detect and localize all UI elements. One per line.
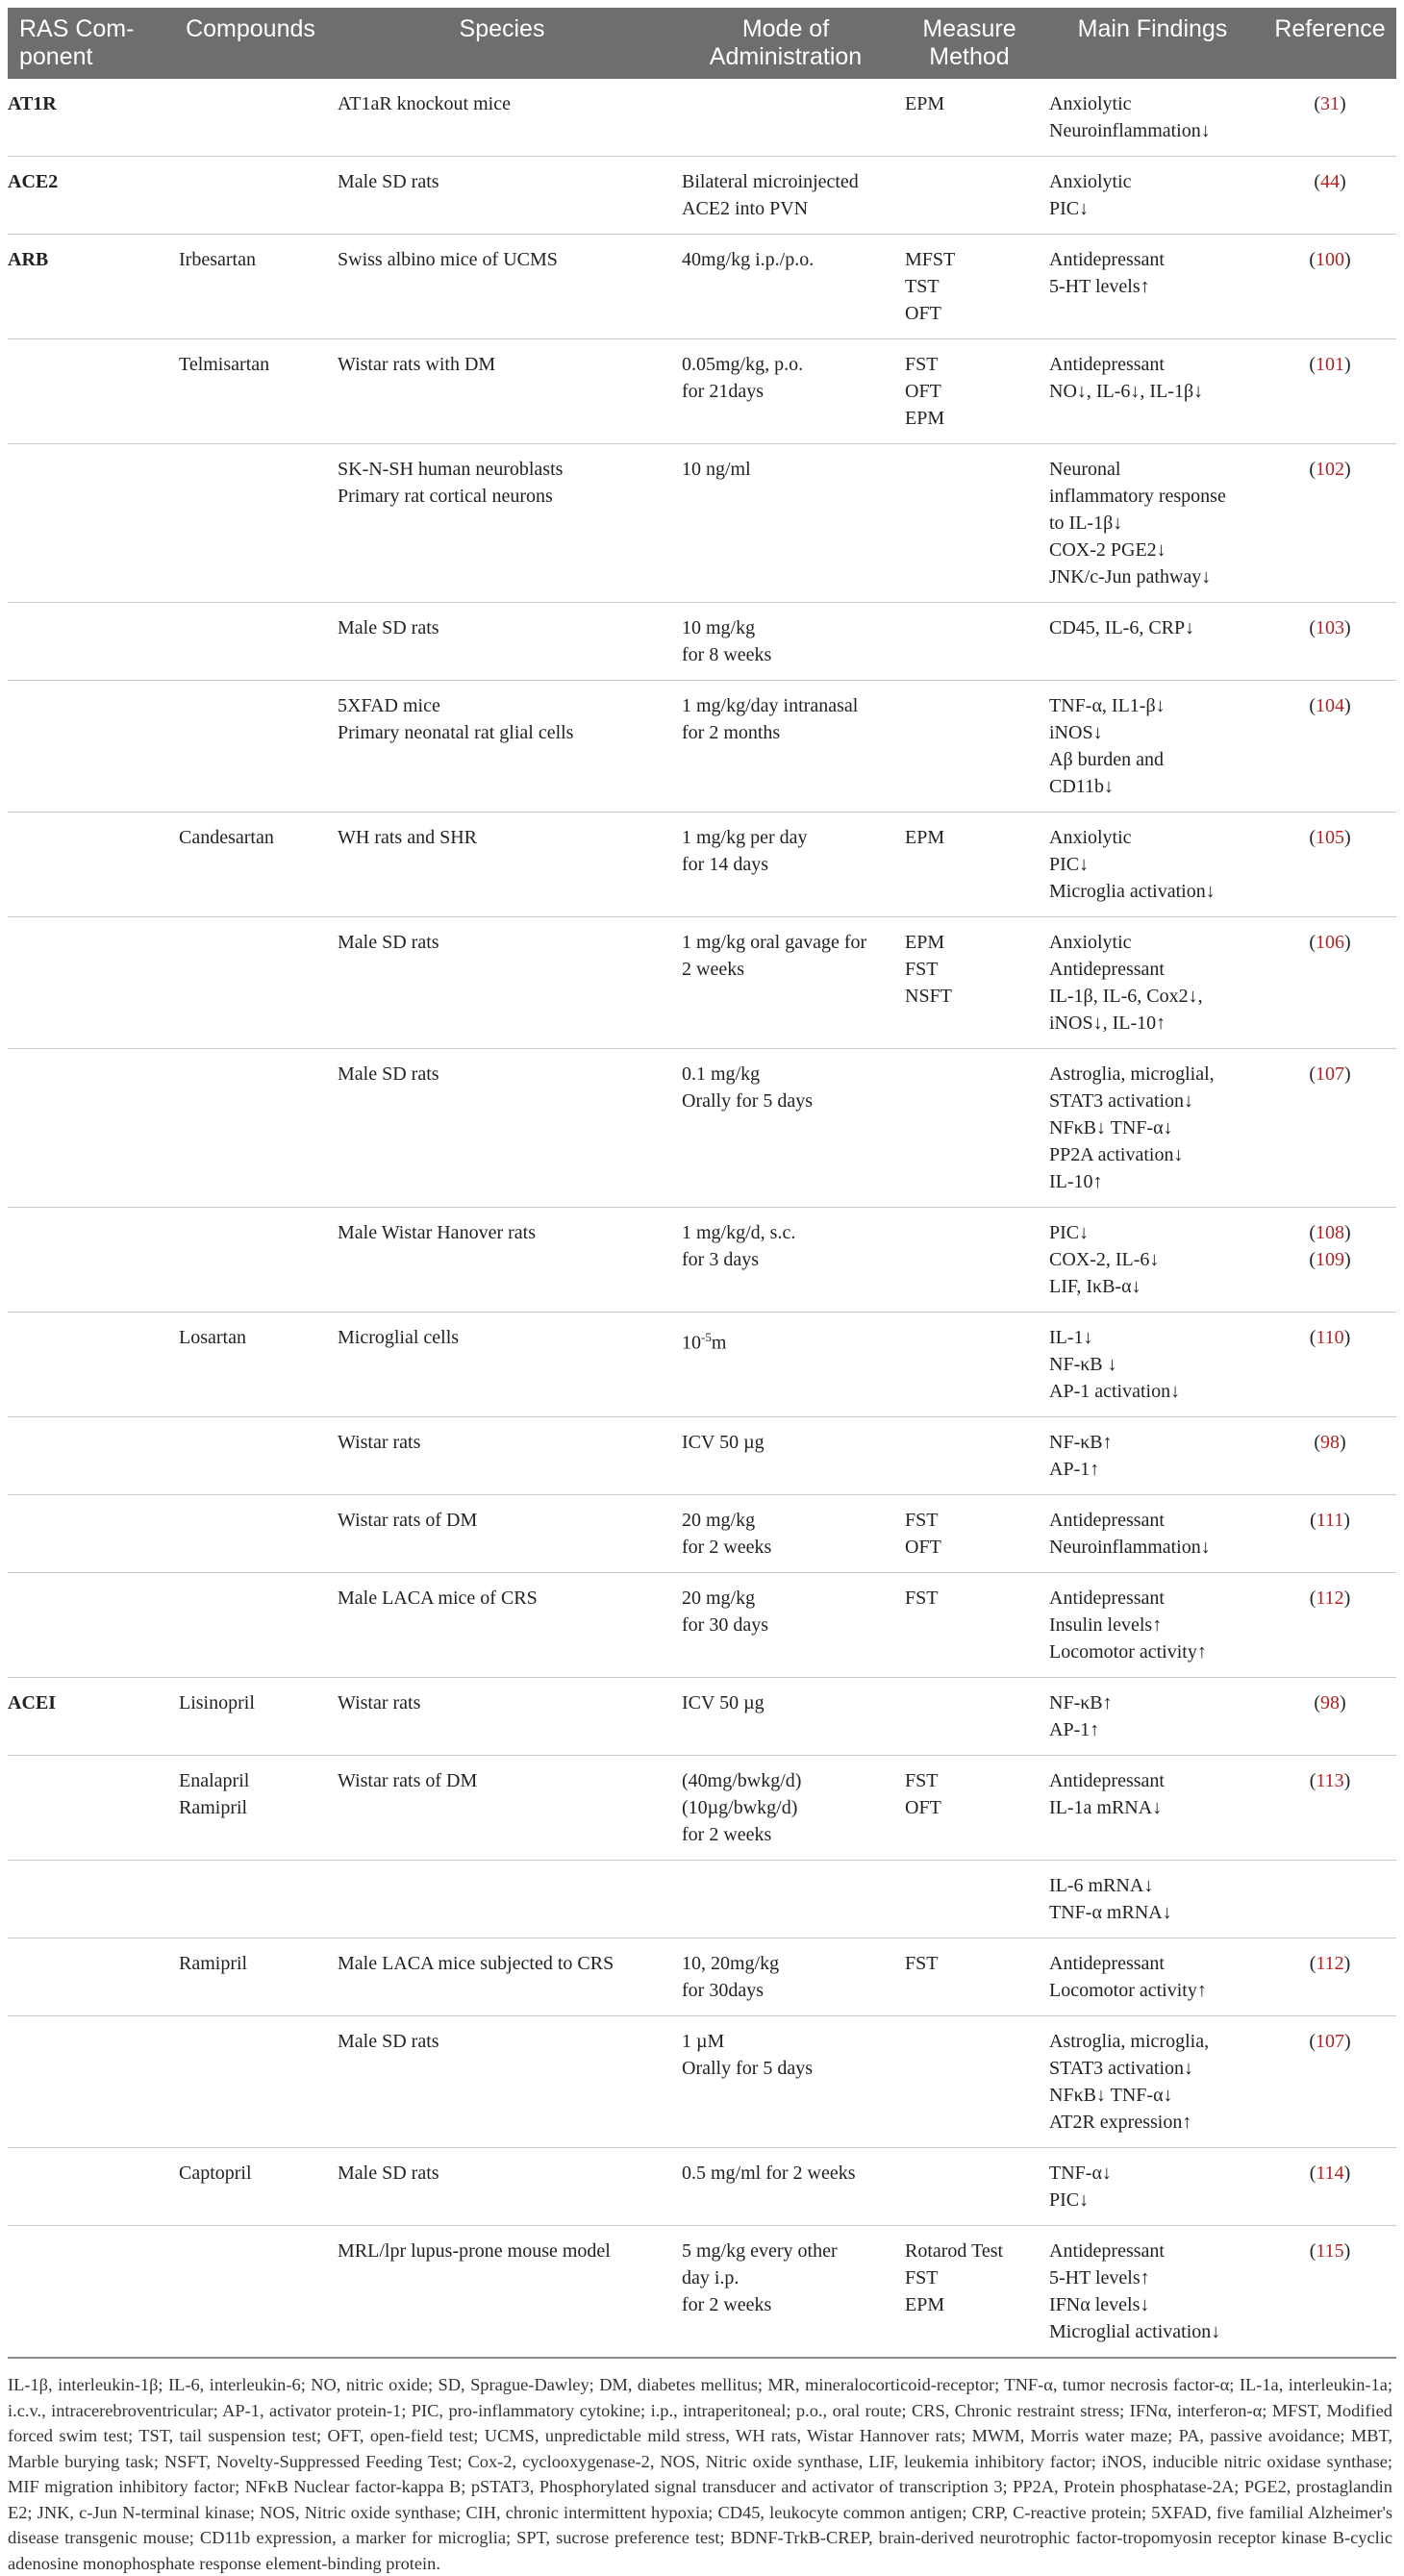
cell-species: WH rats and SHR <box>330 813 674 917</box>
table-row <box>8 1756 1396 1861</box>
cell-component <box>8 1573 171 1678</box>
reference-link[interactable]: (101) <box>1309 354 1351 375</box>
cell-mode: 20 mg/kg for 2 weeks <box>674 1495 897 1573</box>
cell-ref <box>1264 1573 1396 1678</box>
cell-compound: Captopril <box>171 2148 330 2226</box>
reference-link[interactable]: (103) <box>1309 617 1351 638</box>
cell-component: AT1R <box>8 79 171 157</box>
cell-mode: 20 mg/kg for 30 days <box>674 1573 897 1678</box>
cell-ref <box>1264 2226 1396 2359</box>
cell-component <box>8 1049 171 1208</box>
cell-species: Wistar rats <box>330 1678 674 1756</box>
cell-species: Male SD rats <box>330 1049 674 1208</box>
cell-method <box>897 2016 1041 2148</box>
cell-method: FST <box>897 1938 1041 2016</box>
table-row <box>8 235 1396 339</box>
cell-component: ACEI <box>8 1678 171 1756</box>
header-reference: Reference <box>1264 8 1396 79</box>
table-row <box>8 1861 1396 1938</box>
cell-component <box>8 1861 171 1938</box>
cell-compound <box>171 79 330 157</box>
cell-compound <box>171 444 330 603</box>
cell-findings: Antidepressant Locomotor activity↑ <box>1041 1938 1264 2016</box>
reference-link[interactable]: (100) <box>1309 249 1351 270</box>
cell-mode: 0.1 mg/kg Orally for 5 days <box>674 1049 897 1208</box>
cell-method: FST OFT <box>897 1756 1041 1861</box>
cell-component <box>8 339 171 444</box>
table-row <box>8 2226 1396 2359</box>
cell-compound: Irbesartan <box>171 235 330 339</box>
cell-compound <box>171 1573 330 1678</box>
cell-species: Wistar rats of DM <box>330 1756 674 1861</box>
cell-findings: NF-κB↑ AP-1↑ <box>1041 1417 1264 1495</box>
cell-ref <box>1264 444 1396 603</box>
cell-ref <box>1264 1495 1396 1573</box>
cell-ref <box>1264 1678 1396 1756</box>
cell-mode: 1 µM Orally for 5 days <box>674 2016 897 2148</box>
reference-link[interactable]: (113) <box>1309 1770 1351 1791</box>
header-row <box>8 8 1396 79</box>
header-mode-of-administration: Mode of Administration <box>674 8 897 79</box>
cell-component: ARB <box>8 235 171 339</box>
cell-findings: NF-κB↑ AP-1↑ <box>1041 1678 1264 1756</box>
cell-mode: 10 mg/kg for 8 weeks <box>674 603 897 681</box>
cell-mode: ICV 50 µg <box>674 1678 897 1756</box>
cell-species: Wistar rats with DM <box>330 339 674 444</box>
ras-table <box>8 8 1396 2359</box>
cell-method <box>897 444 1041 603</box>
cell-ref <box>1264 917 1396 1049</box>
cell-compound <box>171 1208 330 1313</box>
cell-component <box>8 2226 171 2359</box>
cell-ref <box>1264 2016 1396 2148</box>
table-row <box>8 1678 1396 1756</box>
header-species: Species <box>330 8 674 79</box>
cell-method <box>897 1417 1041 1495</box>
reference-link[interactable]: (105) <box>1309 827 1351 848</box>
table-row <box>8 1573 1396 1678</box>
cell-ref <box>1264 157 1396 235</box>
cell-ref <box>1264 1049 1396 1208</box>
cell-findings: Anxiolytic PIC↓ <box>1041 157 1264 235</box>
cell-mode: 1 mg/kg per day for 14 days <box>674 813 897 917</box>
table-row <box>8 2016 1396 2148</box>
reference-link[interactable]: (31) <box>1314 93 1346 114</box>
cell-mode: Bilateral microinjected ACE2 into PVN <box>674 157 897 235</box>
table-row <box>8 2148 1396 2226</box>
cell-findings: Neuronal inflammatory response to IL-1β↓ COX-2 PGE2↓ JNK/c-Jun pathway↓ <box>1041 444 1264 603</box>
cell-component <box>8 444 171 603</box>
cell-mode <box>674 1313 897 1417</box>
cell-findings: TNF-α↓ PIC↓ <box>1041 2148 1264 2226</box>
cell-species: Male SD rats <box>330 157 674 235</box>
cell-ref <box>1264 1861 1396 1938</box>
cell-mode: 1 mg/kg/d, s.c. for 3 days <box>674 1208 897 1313</box>
cell-mode: 5 mg/kg every other day i.p. for 2 weeks <box>674 2226 897 2359</box>
cell-compound <box>171 157 330 235</box>
reference-link[interactable]: (112) <box>1309 1953 1351 1974</box>
cell-compound: Candesartan <box>171 813 330 917</box>
cell-method <box>897 1049 1041 1208</box>
cell-method: MFST TST OFT <box>897 235 1041 339</box>
mode-exponent: -5 <box>701 1330 712 1344</box>
reference-link[interactable]: (109) <box>1309 1249 1351 1270</box>
cell-ref <box>1264 235 1396 339</box>
cell-species: Wistar rats of DM <box>330 1495 674 1573</box>
reference-link[interactable]: (115) <box>1309 2240 1351 2262</box>
cell-component <box>8 1417 171 1495</box>
cell-component <box>8 917 171 1049</box>
cell-method <box>897 2148 1041 2226</box>
cell-compound: Losartan <box>171 1313 330 1417</box>
cell-species: MRL/lpr lupus-prone mouse model <box>330 2226 674 2359</box>
cell-species: 5XFAD mice Primary neonatal rat glial cells <box>330 681 674 813</box>
cell-mode: ICV 50 µg <box>674 1417 897 1495</box>
header-main-findings: Main Findings <box>1041 8 1264 79</box>
cell-compound: Lisinopril <box>171 1678 330 1756</box>
cell-component: ACE2 <box>8 157 171 235</box>
cell-compound <box>171 917 330 1049</box>
table-row <box>8 917 1396 1049</box>
cell-method <box>897 1313 1041 1417</box>
cell-method: FST OFT EPM <box>897 339 1041 444</box>
cell-findings: Antidepressant IL-1a mRNA↓ <box>1041 1756 1264 1861</box>
cell-method: EPM <box>897 813 1041 917</box>
cell-species: Male SD rats <box>330 2148 674 2226</box>
cell-species: Swiss albino mice of UCMS <box>330 235 674 339</box>
cell-method: EPM FST NSFT <box>897 917 1041 1049</box>
cell-method: Rotarod Test FST EPM <box>897 2226 1041 2359</box>
cell-ref <box>1264 2148 1396 2226</box>
cell-findings: CD45, IL-6, CRP↓ <box>1041 603 1264 681</box>
cell-species: AT1aR knockout mice <box>330 79 674 157</box>
cell-species: Male SD rats <box>330 917 674 1049</box>
cell-compound: Enalapril Ramipril <box>171 1756 330 1861</box>
table-row <box>8 1208 1396 1313</box>
cell-species: Male LACA mice of CRS <box>330 1573 674 1678</box>
cell-method <box>897 603 1041 681</box>
cell-component <box>8 1313 171 1417</box>
cell-mode: 10 ng/ml <box>674 444 897 603</box>
cell-component <box>8 813 171 917</box>
table-row <box>8 79 1396 157</box>
reference-link[interactable]: (98) <box>1314 1432 1346 1453</box>
cell-component <box>8 603 171 681</box>
cell-compound <box>171 1049 330 1208</box>
cell-compound <box>171 681 330 813</box>
cell-findings: Anxiolytic Neuroinflammation↓ <box>1041 79 1264 157</box>
cell-compound <box>171 1495 330 1573</box>
reference-link[interactable]: (102) <box>1309 459 1351 480</box>
cell-species: Male Wistar Hanover rats <box>330 1208 674 1313</box>
cell-component <box>8 1495 171 1573</box>
table-row <box>8 1938 1396 2016</box>
cell-ref <box>1264 1417 1396 1495</box>
cell-findings: Antidepressant NO↓, IL-6↓, IL-1β↓ <box>1041 339 1264 444</box>
cell-species: Microglial cells <box>330 1313 674 1417</box>
cell-findings: PIC↓ COX-2, IL-6↓ LIF, IκB-α↓ <box>1041 1208 1264 1313</box>
cell-ref <box>1264 1313 1396 1417</box>
table-container <box>8 8 1396 2576</box>
table-row <box>8 1049 1396 1208</box>
cell-compound <box>171 603 330 681</box>
cell-component <box>8 2016 171 2148</box>
cell-findings: Astroglia, microglial, STAT3 activation↓ NFκB↓ TNF-α↓ PP2A activation↓ IL-10↑ <box>1041 1049 1264 1208</box>
cell-ref <box>1264 681 1396 813</box>
cell-ref <box>1264 1756 1396 1861</box>
table-row <box>8 157 1396 235</box>
cell-species: Male SD rats <box>330 603 674 681</box>
cell-species: Male SD rats <box>330 2016 674 2148</box>
cell-findings: Anxiolytic PIC↓ Microglia activation↓ <box>1041 813 1264 917</box>
cell-mode: 0.5 mg/ml for 2 weeks <box>674 2148 897 2226</box>
header-measure-method: Measure Method <box>897 8 1041 79</box>
table-row <box>8 339 1396 444</box>
cell-findings: Antidepressant Insulin levels↑ Locomotor activity↑ <box>1041 1573 1264 1678</box>
table-body <box>8 79 1396 2358</box>
cell-component <box>8 2148 171 2226</box>
cell-species: SK-N-SH human neuroblasts Primary rat cortical neurons <box>330 444 674 603</box>
reference-link[interactable]: (114) <box>1309 2163 1351 2184</box>
cell-findings: Antidepressant 5-HT levels↑ IFNα levels↓ Microglial activation↓ <box>1041 2226 1264 2359</box>
reference-link[interactable]: (107) <box>1309 1063 1351 1085</box>
cell-mode <box>674 79 897 157</box>
cell-compound <box>171 2016 330 2148</box>
cell-species: Wistar rats <box>330 1417 674 1495</box>
reference-link[interactable]: (111) <box>1310 1510 1350 1531</box>
table-row <box>8 444 1396 603</box>
cell-findings: IL-6 mRNA↓ TNF-α mRNA↓ <box>1041 1861 1264 1938</box>
cell-ref <box>1264 339 1396 444</box>
cell-component <box>8 1756 171 1861</box>
reference-link[interactable]: (44) <box>1314 171 1346 192</box>
reference-link[interactable]: (98) <box>1314 1692 1346 1713</box>
cell-method <box>897 157 1041 235</box>
cell-method: EPM <box>897 79 1041 157</box>
cell-component <box>8 1938 171 2016</box>
cell-compound: Ramipril <box>171 1938 330 2016</box>
cell-ref <box>1264 1938 1396 2016</box>
cell-method: FST <box>897 1573 1041 1678</box>
cell-species: Male LACA mice subjected to CRS <box>330 1938 674 2016</box>
cell-component <box>8 1208 171 1313</box>
cell-compound <box>171 2226 330 2359</box>
reference-link[interactable]: (112) <box>1309 1588 1351 1609</box>
reference-link[interactable]: (106) <box>1309 932 1351 953</box>
cell-species <box>330 1861 674 1938</box>
cell-ref <box>1264 603 1396 681</box>
table-row <box>8 603 1396 681</box>
table-row <box>8 813 1396 917</box>
table-row <box>8 1313 1396 1417</box>
mode-base: 10 <box>682 1332 701 1354</box>
cell-ref <box>1264 813 1396 917</box>
cell-ref <box>1264 79 1396 157</box>
cell-method <box>897 1208 1041 1313</box>
table-row <box>8 1495 1396 1573</box>
cell-method <box>897 1678 1041 1756</box>
cell-compound: Telmisartan <box>171 339 330 444</box>
table-row <box>8 681 1396 813</box>
cell-method <box>897 1861 1041 1938</box>
header-compounds: Compounds <box>171 8 330 79</box>
cell-compound <box>171 1861 330 1938</box>
reference-link[interactable]: (107) <box>1309 2031 1351 2052</box>
cell-component <box>8 681 171 813</box>
cell-mode: 10, 20mg/kg for 30days <box>674 1938 897 2016</box>
cell-findings: Antidepressant 5-HT levels↑ <box>1041 235 1264 339</box>
cell-findings: IL-1↓ NF-κB ↓ AP-1 activation↓ <box>1041 1313 1264 1417</box>
cell-compound <box>171 1417 330 1495</box>
cell-method <box>897 681 1041 813</box>
cell-findings: Antidepressant Neuroinflammation↓ <box>1041 1495 1264 1573</box>
reference-link[interactable]: (104) <box>1309 695 1351 716</box>
table-row <box>8 1417 1396 1495</box>
cell-mode <box>674 1861 897 1938</box>
cell-mode: (40mg/bwkg/d) (10µg/bwkg/d) for 2 weeks <box>674 1756 897 1861</box>
header-ras-component: RAS Com- ponent <box>8 8 171 79</box>
cell-mode: 0.05mg/kg, p.o. for 21days <box>674 339 897 444</box>
cell-findings: Anxiolytic Antidepressant IL-1β, IL-6, Cox2↓, iNOS↓, IL-10↑ <box>1041 917 1264 1049</box>
mode-unit: m <box>711 1332 727 1354</box>
cell-mode: 1 mg/kg/day intranasal for 2 months <box>674 681 897 813</box>
reference-link[interactable]: (110) <box>1309 1327 1351 1348</box>
cell-mode: 1 mg/kg oral gavage for 2 weeks <box>674 917 897 1049</box>
reference-link[interactable]: (108) <box>1309 1222 1351 1243</box>
cell-mode: 40mg/kg i.p./p.o. <box>674 235 897 339</box>
cell-findings: Astroglia, microglia, STAT3 activation↓ NFκB↓ TNF-α↓ AT2R expression↑ <box>1041 2016 1264 2148</box>
cell-findings: TNF-α, IL1-β↓ iNOS↓ Aβ burden and CD11b↓ <box>1041 681 1264 813</box>
table-footnote: IL-1β, interleukin-1β; IL-6, interleukin-6; NO, nitric oxide; SD, Sprague-Dawley; DM, diabetes mellitus; MR, mineralocorticoid-receptor; TNF-α, tumor necrosis factor-α; IL-1a, interleukin-1a; i.c.v., intracerebroventricular; AP-1, activator protein-1; PIC, pro-inflammatory cytokine; i.p., intraperitoneal; p.o., oral route; CRS, Chronic restraint stress; IFNα, interferon-α; MFST, Modified forced swim test; TST, tail suspension test; OFT, open-field test; UCMS, unpredictable mild stress, WH rats, Wistar Hannover rats; MWM, Morris water maze; PA, passive avoidance; MBT, Marble burying task; NSFT, Novelty-Suppressed Feeding Test; Cox-2, cyclooxygenase-2, NOS, Nitric oxide synthase, LIF, leukemia inhibitory factor; iNOS, inducible nitric oxidase synthase; MIF migration inhibitory factor; NFκB Nuclear factor-kappa B; pSTAT3, Phosphorylated signal transducer and activator of transcription 3; PP2A, Protein phosphatase-2A; PGE2, prostaglandin E2; JNK, c-Jun N-terminal kinase; NOS, Nitric oxide synthase; CIH, chronic intermittent hypoxia; CD45, leukocyte common antigen; CRP, C-reactive protein; 5XFAD, five familial Alzheimer's disease transgenic mouse; CD11b expression, a marker for microglia; SPT, sucrose preference test; BDNF-TrkB-CREP, brain-derived neurotrophic factor-tropomyosin receptor kinase B-cyclic adenosine monophosphate response element-binding protein. <box>8 2375 1392 2573</box>
cell-method: FST OFT <box>897 1495 1041 1573</box>
cell-ref <box>1264 1208 1396 1313</box>
